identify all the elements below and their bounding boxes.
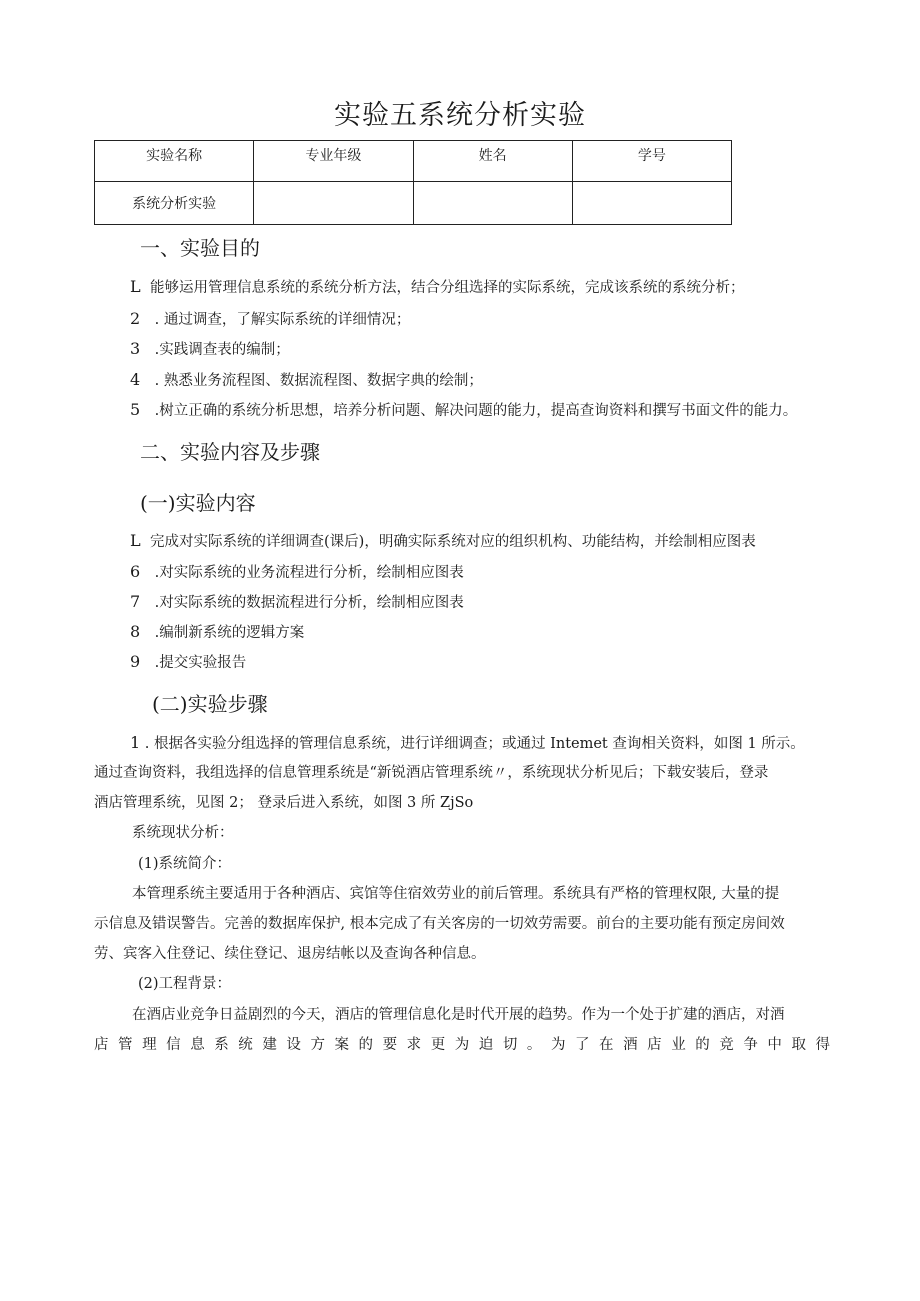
list-item bbox=[130, 399, 797, 422]
list-item-number: 8 bbox=[130, 622, 141, 641]
section-heading-content-steps: 二、实验内容及步骤 bbox=[140, 440, 320, 464]
list-item-text: .对实际系统的数据流程进行分析，绘制相应图表 bbox=[150, 595, 464, 611]
analysis-label: 系统现状分析： bbox=[132, 825, 234, 841]
list-item bbox=[130, 308, 410, 331]
list-item-number: L bbox=[130, 531, 141, 550]
paragraph-line-justified bbox=[94, 1034, 830, 1056]
list-item-text: .对实际系统的业务流程进行分析，绘制相应图表 bbox=[150, 565, 464, 581]
paragraph-line: 本管理系统主要适用于各种酒店、宾馆等住宿效劳业的前后管理。系统具有严格的管理权限, 大量的提 bbox=[132, 886, 780, 902]
step-line: 通过查询资料，我组选择的信息管理系统是“新锐酒店管理系统〃，系统现状分析见后；下载安装后，登录 bbox=[94, 765, 769, 781]
list-item-number: 7 bbox=[130, 592, 141, 611]
table-header-cell: 专业年级 bbox=[254, 141, 413, 182]
list-item bbox=[130, 651, 246, 674]
table-header-row bbox=[95, 141, 732, 182]
document-title: 实验五系统分析实验 bbox=[334, 100, 586, 131]
list-item-text: .树立正确的系统分析思想，培养分析问题、解决问题的能力，提高查询资料和撰写书面文件的能力。 bbox=[150, 403, 798, 419]
list-item bbox=[130, 338, 290, 361]
list-item bbox=[130, 276, 745, 299]
intro-label: (1)系统简介： bbox=[138, 856, 232, 872]
list-item-number: 2 bbox=[130, 309, 141, 328]
table-cell-student-id bbox=[572, 182, 731, 225]
list-item bbox=[130, 561, 464, 584]
experiment-info-table bbox=[94, 140, 732, 225]
step-line bbox=[130, 732, 805, 755]
list-item-text: .编制新系统的逻辑方案 bbox=[150, 625, 305, 641]
table-header-cell: 学号 bbox=[572, 141, 731, 182]
list-item bbox=[130, 621, 304, 644]
list-item-text: 完成对实际系统的详细调查(课后)，明确实际系统对应的组织机构、功能结构，并绘制相应图表 bbox=[150, 534, 756, 550]
list-item bbox=[130, 530, 756, 553]
list-item-number: 6 bbox=[130, 562, 141, 581]
list-item-number: 5 bbox=[130, 400, 141, 419]
table-cell-experiment-name: 系统分析实验 bbox=[95, 182, 254, 225]
list-item bbox=[130, 591, 464, 614]
paragraph-line: 示信息及错误警告。完善的数据库保护, 根本完成了有关客房的一切效劳需要。前台的主要功能有预定房间效 bbox=[94, 916, 785, 932]
list-item-text: . 熟悉业务流程图、数据流程图、数据字典的绘制； bbox=[150, 373, 483, 389]
subsection-heading-content: (一)实验内容 bbox=[140, 491, 256, 515]
paragraph-line: 劳、宾客入住登记、续住登记、退房结帐以及查询各种信息。 bbox=[94, 946, 486, 962]
section-heading-objectives: 一、实验目的 bbox=[140, 236, 260, 260]
list-item-text: . 通过调查，了解实际系统的详细情况； bbox=[150, 312, 411, 328]
subsection-heading-steps: (二)实验步骤 bbox=[152, 692, 268, 716]
list-item-text: 能够运用管理信息系统的系统分析方法，结合分组选择的实际系统，完成该系统的系统分析； bbox=[150, 280, 745, 296]
step-number: 1 bbox=[130, 733, 141, 752]
paragraph-line: 店管理信息系统建设方案的要求更为迫切。为了在酒店业的竞争中取得 bbox=[94, 1037, 830, 1053]
table-cell-major-grade bbox=[254, 182, 413, 225]
list-item bbox=[130, 369, 483, 392]
paragraph-line: 在酒店业竞争日益剧烈的今天，酒店的管理信息化是时代开展的趋势。作为一个处于扩建的酒店，对酒 bbox=[132, 1007, 785, 1023]
table-cell-name bbox=[413, 182, 572, 225]
list-item-number: 3 bbox=[130, 339, 141, 358]
table-header-cell: 实验名称 bbox=[95, 141, 254, 182]
step-text: . 根据各实验分组选择的管理信息系统，进行详细调查；或通过 Intemet 查询相关资料，如图 1 所示。 bbox=[140, 736, 805, 752]
step-line: 酒店管理系统，见图 2； 登录后进入系统，如图 3 所 ZjSo bbox=[94, 795, 474, 811]
list-item-text: .提交实验报告 bbox=[150, 655, 247, 671]
background-label: (2)工程背景： bbox=[138, 976, 232, 992]
table-row bbox=[95, 182, 732, 225]
list-item-number: L bbox=[130, 277, 141, 296]
table-header-cell: 姓名 bbox=[413, 141, 572, 182]
list-item-number: 9 bbox=[130, 652, 141, 671]
list-item-text: .实践调查表的编制； bbox=[150, 342, 290, 358]
list-item-number: 4 bbox=[130, 370, 141, 389]
